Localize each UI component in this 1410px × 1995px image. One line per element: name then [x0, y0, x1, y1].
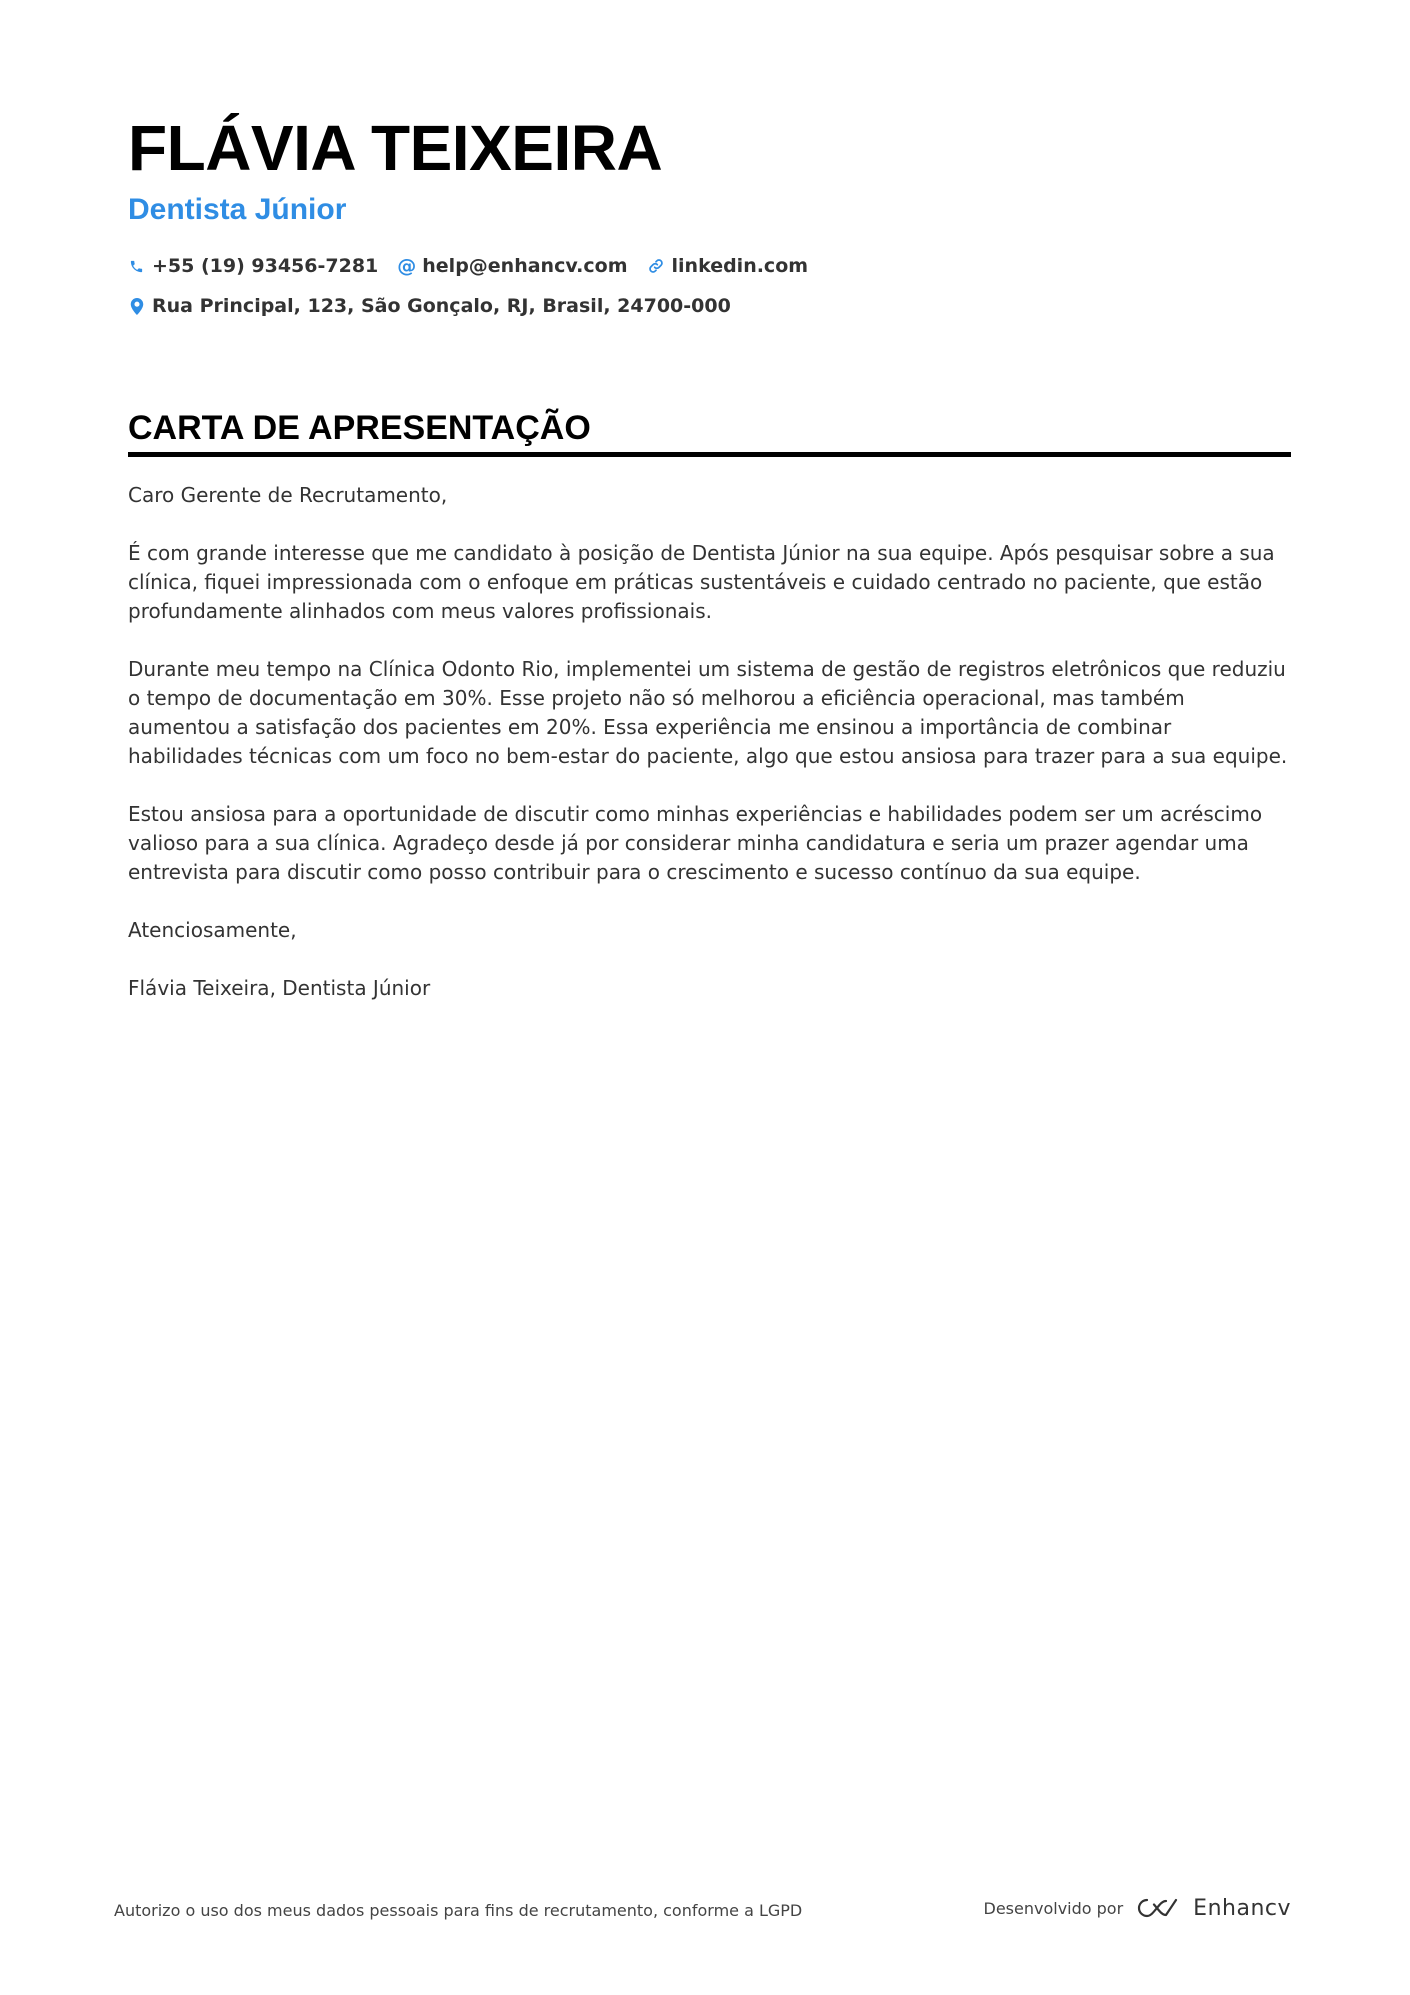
link-text[interactable]: linkedin.com: [671, 255, 809, 277]
cover-letter-page: [128, 112, 1291, 1032]
powered-by[interactable]: [984, 1893, 1291, 1923]
email-text[interactable]: help@enhancv.com: [422, 255, 628, 277]
contact-info: [128, 246, 1291, 326]
brand-name: Enhancv: [1193, 1895, 1291, 1921]
link-icon: [648, 258, 665, 275]
powered-by-label: Desenvolvido por: [983, 1898, 1124, 1918]
consent-note: Autorizo o uso dos meus dados pessoais para fins de recrutamento, conforme a LGPD: [114, 1901, 803, 1920]
letter-greeting: Caro Gerente de Recrutamento,: [128, 483, 448, 507]
enhancv-logo-icon: [1135, 1896, 1181, 1920]
contact-phone: [128, 255, 378, 277]
contact-link[interactable]: [648, 255, 809, 277]
letter-closing: Atenciosamente,: [128, 918, 297, 942]
contact-email[interactable]: [398, 255, 627, 277]
page-footer: [114, 1893, 1291, 1923]
contact-row-primary: [128, 246, 1291, 286]
letter-paragraph-3: Estou ansiosa para a oportunidade de discutir como minhas experiências e habilidades podem ser um acréscimo valioso para a sua clínica. Agradeço desde já por considerar minha candidatura e seria um prazer agendar uma entrevista para discutir como posso contribuir para o crescimento e sucesso contínuo da sua equipe.: [128, 802, 1263, 884]
letter-body: [128, 481, 1291, 1003]
at-icon: @: [397, 254, 417, 277]
phone-text: +55 (19) 93456-7281: [152, 255, 379, 277]
phone-icon: [128, 258, 145, 275]
candidate-role: Dentista Júnior: [128, 193, 347, 226]
location-pin-icon: [128, 298, 145, 315]
contact-address: [128, 295, 731, 317]
address-text: Rua Principal, 123, São Gonçalo, RJ, Brasil, 24700-000: [152, 295, 731, 317]
letter-paragraph-2: Durante meu tempo na Clínica Odonto Rio, implementei um sistema de gestão de registros eletrônicos que reduziu o tempo de documentação em 30%. Esse projeto não só melhorou a eficiência operacional, mas também aumentou a satisfação dos pacientes em 20%. Essa experiência me ensinou a importância de combinar habilidades técnicas com um foco no bem-estar do paciente, algo que estou ansiosa para trazer para a sua equipe.: [128, 657, 1288, 768]
candidate-name: FLÁVIA TEIXEIRA: [128, 112, 663, 184]
section-title: CARTA DE APRESENTAÇÃO: [128, 408, 1291, 457]
letter-signature: Flávia Teixeira, Dentista Júnior: [128, 976, 431, 1000]
letter-paragraph-1: É com grande interesse que me candidato à posição de Dentista Júnior na sua equipe. Após pesquisar sobre a sua clínica, fiquei impressionada com o enfoque em práticas sustentáveis e cuidado centrado no paciente, que estão profundamente alinhados com meus valores profissionais.: [128, 541, 1275, 623]
contact-row-address: [128, 286, 1291, 326]
